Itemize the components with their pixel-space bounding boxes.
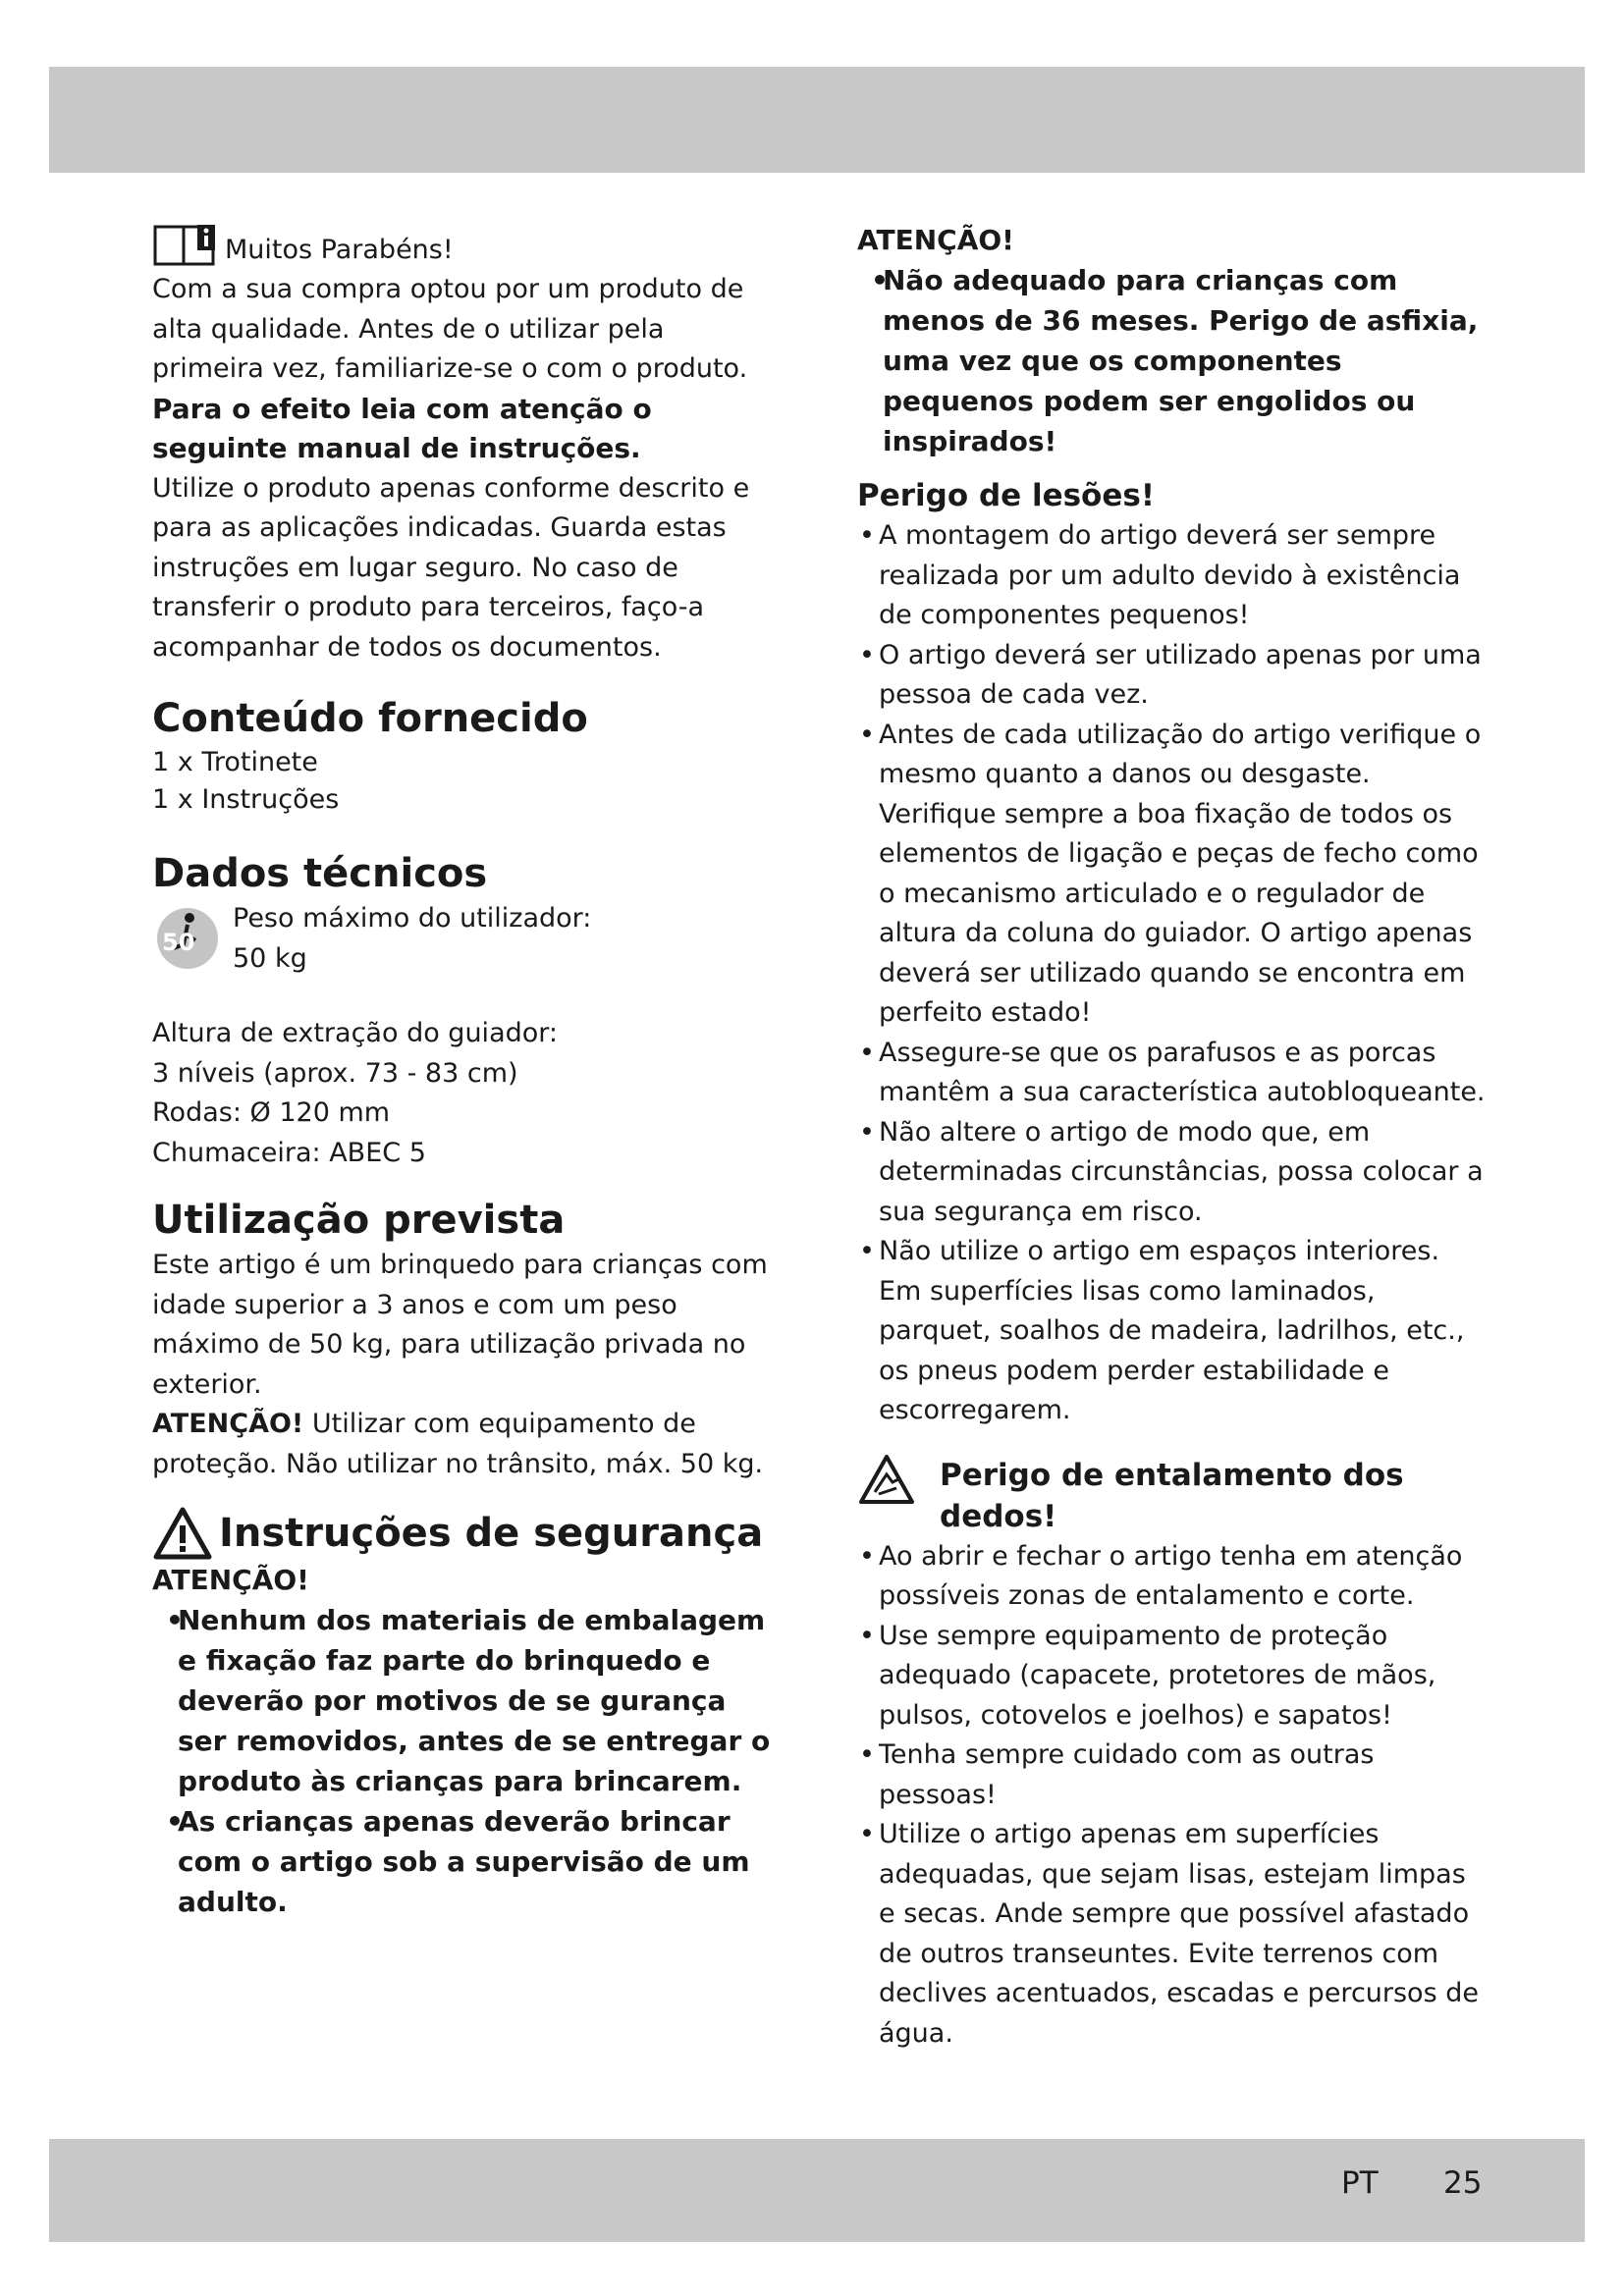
safety-heading-row <box>152 1506 781 1561</box>
max-weight-icon <box>152 901 223 972</box>
attention-text: Utilizar com equipamento de proteção. Não utilizar no trânsito, máx. 50 kg. <box>152 1409 764 1479</box>
max-weight-row <box>152 899 781 979</box>
list-item: • Tenha sempre cuidado com as outras pessoas! <box>857 1735 1486 1815</box>
intended-use-attention <box>152 1405 781 1484</box>
intro-text-2: Utilize o produto apenas conforme descrito e para as aplicações indicadas. Guarda estas instruções em lugar seguro. No caso de transferir o produto para terceiros, faço-a acompanhar de todos os documentos. <box>152 472 750 663</box>
intro-bold-text: Para o efeito leia com atenção o seguinte manual de instruções. <box>152 392 652 464</box>
list-item: • Use sempre equipamento de proteção adequado (capacete, protetores de mãos, pulsos, cotovelos e joelhos) e sapatos! <box>857 1617 1486 1736</box>
max-weight-icon-label: 50 <box>162 929 195 956</box>
contents-item: 1 x Instruções <box>152 784 340 815</box>
header-band <box>49 67 1585 173</box>
list-item: • Ao abrir e fechar o artigo tenha em atenção possíveis zonas de entalamento e corte. <box>857 1537 1486 1617</box>
list-item: • Assegure-se que os parafusos e as porcas mantêm a sua característica autobloqueante. <box>857 1034 1486 1113</box>
list-item: • Antes de cada utilização do artigo verifique o mesmo quanto a danos ou desgaste. Verifique sempre a boa fixação de todos os elementos de ligação e peças de fecho como o mecanismo articulado e o regulador de altura da coluna do guiador. O artigo apenas deverá ser utilizado quando se encontra em perfeito estado! <box>857 716 1486 1034</box>
safety-bullets <box>160 1600 781 1922</box>
right-column <box>857 221 1486 2054</box>
attention-label: ATENÇÃO! <box>152 1409 304 1439</box>
intended-use-heading: Utilização prevista <box>152 1198 566 1243</box>
intended-use-text: Este artigo é um brinquedo para crianças com idade superior a 3 anos e com um peso máximo de 50 kg, para utilização privada no exterior. <box>152 1250 768 1400</box>
wheels-spec: Rodas: Ø 120 mm <box>152 1097 391 1128</box>
contents-item: 1 x Trotinete <box>152 747 318 777</box>
list-item: • Não altere o artigo de modo que, em determinadas circunstâncias, possa colocar a sua segurança em risco. <box>857 1113 1486 1233</box>
list-item: • O artigo deverá ser utilizado apenas por uma pessoa de cada vez. <box>857 636 1486 716</box>
bearing-spec: Chumaceira: ABEC 5 <box>152 1137 426 1168</box>
page-number: 25 <box>1443 2165 1483 2201</box>
tech-heading: Dados técnicos <box>152 851 488 896</box>
max-weight-value: 50 kg <box>233 942 307 974</box>
injury-heading: Perigo de lesões! <box>857 478 1155 513</box>
warning-triangle-icon <box>152 1506 213 1561</box>
pinch-heading: Perigo de entalamento dos dedos! <box>940 1457 1404 1534</box>
handle-height-value: 3 níveis (aprox. 73 - 83 cm) <box>152 1057 518 1089</box>
finger-pinch-warning-icon <box>857 1453 934 1523</box>
intro-title-text: Muitos Parabéns! <box>225 235 454 265</box>
footer-language: PT <box>1341 2165 1379 2201</box>
injury-bullets <box>857 516 1486 1431</box>
manual-info-icon <box>152 221 219 270</box>
pinch-heading-row <box>857 1453 1486 1537</box>
attention-heading: ATENÇÃO! <box>857 224 1014 256</box>
list-item: • As crianças apenas deverão brincar com o artigo sob a supervisão de um adulto. <box>160 1801 781 1922</box>
attention-bullets <box>865 260 1486 461</box>
pinch-bullets <box>857 1537 1486 2055</box>
list-item: • Não adequado para crianças com menos de 36 meses. Perigo de asfixia, uma vez que os componentes pequenos podem ser engolidos ou inspirados! <box>865 260 1486 461</box>
list-item: • Utilize o artigo apenas em superfícies adequadas, que sejam lisas, estejam limpas e secas. Ande sempre que possível afastado de outros transeuntes. Evite terrenos com declives acentuados, escadas e percursos de água. <box>857 1815 1486 2054</box>
intro-title <box>152 221 781 270</box>
list-item: • Não utilize o artigo em espaços interiores. Em superfícies lisas como laminados, parquet, soalhos de madeira, ladrilhos, etc., os pneus podem perder estabilidade e escorregarem. <box>857 1232 1486 1431</box>
safety-attention: ATENÇÃO! <box>152 1564 309 1596</box>
list-item: • Nenhum dos materiais de embalagem e fixação faz parte do brinquedo e deverão por motivos de se gurança ser removidos, antes de se entregar o produto às crianças para brincarem. <box>160 1600 781 1801</box>
intro-text: Com a sua compra optou por um produto de alta qualidade. Antes de o utilizar pela primeira vez, familiarize-se o com o produto. <box>152 274 748 384</box>
safety-heading: Instruções de segurança <box>219 1511 764 1556</box>
left-column <box>152 221 781 1922</box>
max-weight-label: Peso máximo do utilizador: <box>233 903 592 934</box>
handle-height-label: Altura de extração do guiador: <box>152 1018 558 1048</box>
contents-heading: Conteúdo fornecido <box>152 696 588 741</box>
list-item: • A montagem do artigo deverá ser sempre realizada por um adulto devido à existência de componentes pequenos! <box>857 516 1486 636</box>
